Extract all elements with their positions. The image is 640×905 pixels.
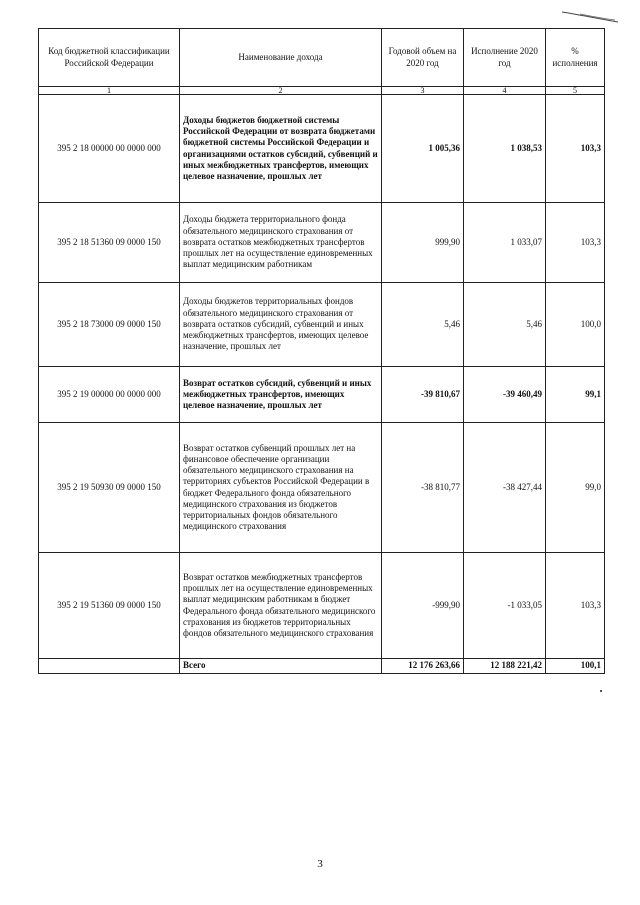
- column-number-row: [39, 87, 605, 95]
- row-percent: 103,3: [546, 553, 605, 659]
- row-name: Доходы бюджетов территориальных фондов обязательного медицинского страхования от возврата остатков субсидий, субвенций и иных межбюджетных трансфертов, имеющих целевое назначение, прошлых лет: [180, 283, 382, 367]
- row-name: Доходы бюджетов бюджетной системы Российской Федерации от возврата бюджетами бюджетной системы Российской Федерации и организациями остатков субсидий, субвенций и иных межбюджетных трансфертов, имеющих целевое назначение, прошлых лет: [180, 95, 382, 203]
- header-plan: Годовой объем на 2020 год: [382, 29, 464, 87]
- scan-speck: [600, 690, 602, 692]
- table-row: [39, 203, 605, 283]
- table-header-row: [39, 29, 605, 87]
- header-percent: % исполнения: [546, 29, 605, 87]
- row-percent: 103,3: [546, 203, 605, 283]
- row-code: 395 2 19 50930 09 0000 150: [39, 423, 180, 553]
- row-code: 395 2 18 73000 09 0000 150: [39, 283, 180, 367]
- column-number: 5: [546, 87, 605, 95]
- row-code: 395 2 18 00000 00 0000 000: [39, 95, 180, 203]
- row-plan: 5,46: [382, 283, 464, 367]
- row-percent: 103,3: [546, 95, 605, 203]
- table-row: [39, 367, 605, 423]
- row-name: Возврат остатков межбюджетных трансфертов прошлых лет на осуществление единовременных выплат медицинским работникам в бюджет Федерального фонда обязательного медицинского страхования из бюджетов территориальных фондов обязательного медицинского страхования: [180, 553, 382, 659]
- table-row: [39, 423, 605, 553]
- total-percent: 100,1: [546, 659, 605, 674]
- row-name: Доходы бюджета территориального фонда обязательного медицинского страхования от возврата остатков межбюджетных трансфертов прошлых лет на осуществление единовременных выплат медицинским работникам: [180, 203, 382, 283]
- row-code: 395 2 19 00000 00 0000 000: [39, 367, 180, 423]
- total-actual: 12 188 221,42: [464, 659, 546, 674]
- column-number: 4: [464, 87, 546, 95]
- table-row: [39, 95, 605, 203]
- header-code: Код бюджетной классификации Российской Федерации: [39, 29, 180, 87]
- table-row: [39, 553, 605, 659]
- row-code: 395 2 19 51360 09 0000 150: [39, 553, 180, 659]
- row-code: 395 2 18 51360 09 0000 150: [39, 203, 180, 283]
- row-percent: 99,1: [546, 367, 605, 423]
- total-plan: 12 176 263,66: [382, 659, 464, 674]
- row-actual: 5,46: [464, 283, 546, 367]
- pen-stroke-mark: [560, 8, 620, 26]
- row-actual: 1 033,07: [464, 203, 546, 283]
- column-number: 2: [180, 87, 382, 95]
- page-number: 3: [317, 858, 323, 870]
- row-percent: 100,0: [546, 283, 605, 367]
- row-plan: 999,90: [382, 203, 464, 283]
- row-actual: -38 427,44: [464, 423, 546, 553]
- row-actual: -1 033,05: [464, 553, 546, 659]
- column-number: 1: [39, 87, 180, 95]
- total-label: Всего: [180, 659, 382, 674]
- row-plan: -38 810,77: [382, 423, 464, 553]
- table-total-row: [39, 659, 605, 674]
- row-name: Возврат остатков субвенций прошлых лет на финансовое обеспечение организации обязательного медицинского страхования на территориях субъектов Российской Федерации в бюджет Федерального фонда обязательного медицинского страхования из бюджетов территориальных фондов обязательного медицинского страхования: [180, 423, 382, 553]
- row-plan: 1 005,36: [382, 95, 464, 203]
- row-plan: -999,90: [382, 553, 464, 659]
- column-number: 3: [382, 87, 464, 95]
- row-actual: -39 460,49: [464, 367, 546, 423]
- row-percent: 99,0: [546, 423, 605, 553]
- header-name: Наименование дохода: [180, 29, 382, 87]
- table-row: [39, 283, 605, 367]
- row-actual: 1 038,53: [464, 95, 546, 203]
- budget-revenue-table: [38, 28, 605, 674]
- row-plan: -39 810,67: [382, 367, 464, 423]
- total-code-cell: [39, 659, 180, 674]
- header-actual: Исполнение 2020 год: [464, 29, 546, 87]
- row-name: Возврат остатков субсидий, субвенций и иных межбюджетных трансфертов, имеющих целевое назначение, прошлых лет: [180, 367, 382, 423]
